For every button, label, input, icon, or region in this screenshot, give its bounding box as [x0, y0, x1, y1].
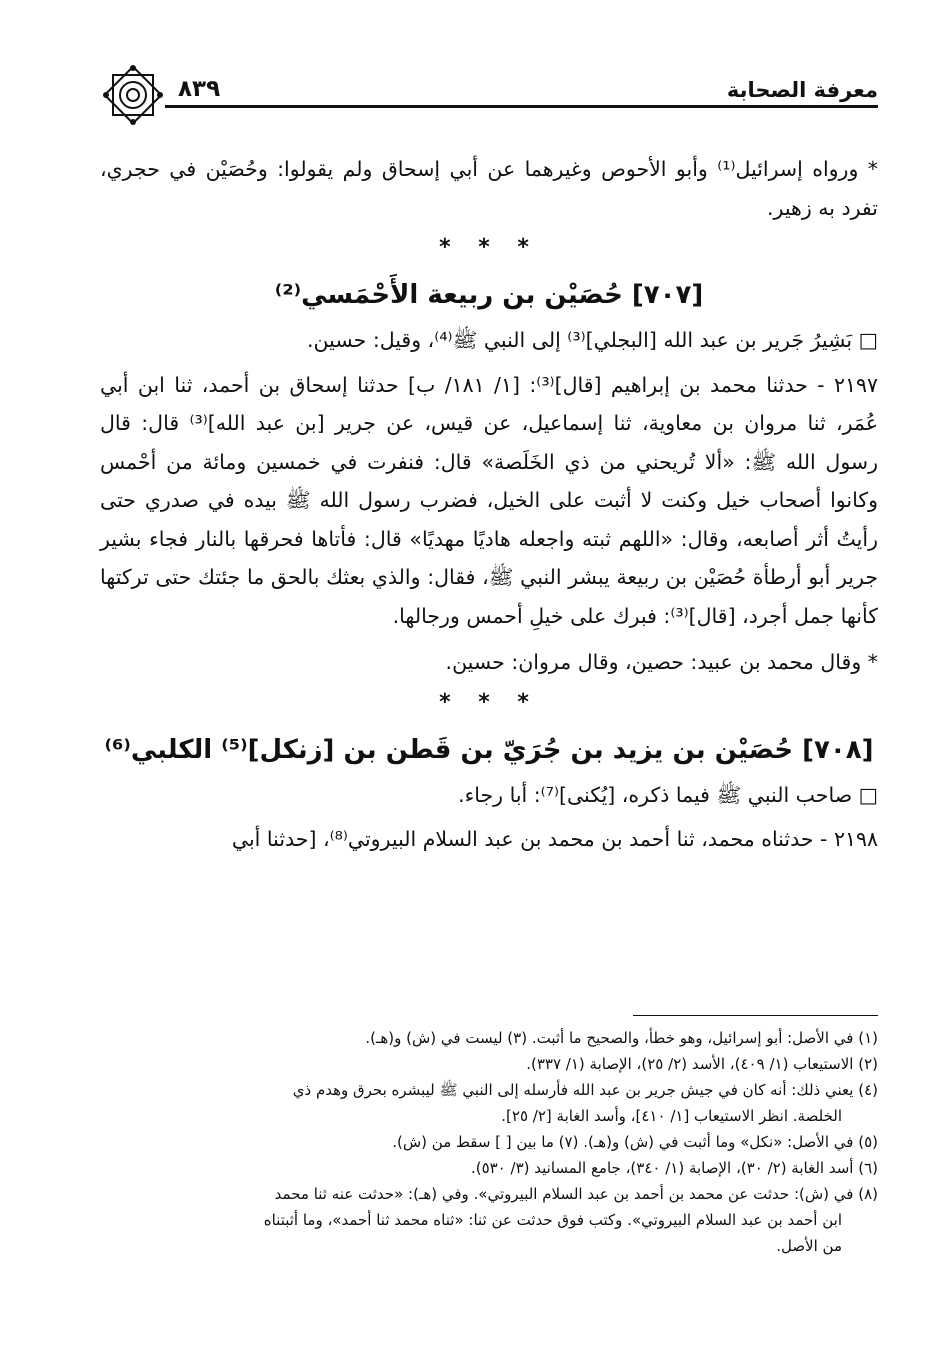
footnotes: [100, 1025, 878, 1259]
note-707: * وقال محمد بن عبيد: حصين، وقال مروان: حسين.: [445, 650, 878, 674]
hadith-2198: ٢١٩٨ - حدثناه محمد، ثنا أحمد بن محمد بن عبد السلام البيروتي⁽⁸⁾، [حدثنا أبي: [231, 827, 878, 851]
hadith-2197: ٢١٩٧ - حدثنا محمد بن إبراهيم [قال]⁽³⁾: [١/ ١٨١/ ب] حدثنا إسحاق بن أحمد، ثنا ابن أبي عُمَر، ثنا مروان بن معاوية، ثنا إسماعيل، عن قيس، عن جرير [بن عبد الله]⁽³⁾ قال: قال رسول الله ﷺ: «ألا تُريحني من ذي الخَلَصة» قال: فنفرت في خمسين ومائة من أحْمس وكانوا أصحاب خيل وكنت لا أثبت على الخيل، فضرب رسول الله ﷺ بيده في صدري حتى رأيتُ أثر أصابعه، وقال: «اللهم ثبته واجعله هاديًا مهديًا» قال: فأتاها فحرقها بالنار فجاء بشير جرير أبو أرطأة حُصَيْن بن ربيعة يبشر النبي ﷺ، فقال: والذي بعثك بالحق ما جئتك حتى تركتها كأنها جمل أجرد، [قال]⁽³⁾: فبرك على خيلِ أحمس ورجالها.: [100, 372, 878, 628]
footnote-line: (٥) في الأصل: «نكل» وما أثبت في (ش) و(هـ). (٧) ما بين [ ] سقط من (ش).: [392, 1133, 878, 1151]
paragraph-isra-il: * ورواه إسرائيل⁽¹⁾ وأبو الأحوص وغيرهما عن أبي إسحاق ولم يقولوا: وحُصَيْن في حجري، تفرد به زهير.: [100, 157, 878, 220]
footnote-rule: [633, 1015, 878, 1016]
footnote-line: (١) في الأصل: أبو إسرائيل، وهو خطأ، والصحيح ما أثبت. (٣) ليست في (ش) و(هـ).: [365, 1029, 878, 1047]
footnote-line: من الأصل.: [776, 1237, 842, 1255]
footnote-line: الخلصة. انظر الاستيعاب [١/ ٤١٠]، وأسد الغابة [٢/ ٢٥].: [501, 1107, 842, 1125]
footnote-line: (٤) يعني ذلك: أنه كان في جيش جرير بن عبد الله فأرسله إلى النبي ﷺ ليبشره بحرق وهدم ذي: [292, 1081, 878, 1099]
octagram-ornament-icon: [100, 62, 166, 128]
page-header: [100, 70, 878, 110]
section-separator: * * *: [439, 235, 539, 260]
entry-707-title: [٧٠٧] حُصَيْن بن ربيعة الأَحْمَسي⁽²⁾: [274, 280, 704, 310]
entry-707-intro: □ بَشِيرُ جَرير بن عبد الله [البجلي]⁽³⁾ إلى النبي ﷺ⁽⁴⁾، وقيل: حسين.: [307, 328, 878, 352]
footnote-line: ابن أحمد بن عبد السلام البيروتي». وكتب فوق حدثت عن ثنا: «ثناه محمد ثنا أحمد»، وما أثبتناه: [263, 1211, 842, 1229]
footnote-line: (٨) في (ش): حدثت عن محمد بن أحمد بن عبد السلام البيروتي». وفي (هـ): «حدثت عنه ثنا محمد: [274, 1185, 878, 1203]
footnote-line: (٦) أسد الغابة (٢/ ٣٠)، الإصابة (١/ ٣٤٠)، جامع المسانيد (٣/ ٥٣٠).: [470, 1159, 878, 1177]
page-number: ٨٣٩: [178, 76, 221, 102]
running-title: معرفة الصحابة: [726, 78, 878, 102]
entry-708-title: [٧٠٨] حُصَيْن بن يزيد بن جُرَيّ بن قَطن بن [زنكل]⁽⁵⁾ الكلبي⁽⁶⁾: [104, 734, 874, 765]
entry-708-intro: □ صاحب النبي ﷺ فيما ذكره، [يُكنى]⁽⁷⁾: أبا رجاء.: [458, 782, 878, 807]
section-separator-2: * * *: [439, 689, 539, 715]
footnote-line: (٢) الاستيعاب (١/ ٤٠٩)، الأسد (٢/ ٢٥)، الإصابة (١/ ٣٣٧).: [526, 1055, 878, 1073]
header-rule: [165, 105, 878, 108]
main-text: [100, 150, 878, 859]
